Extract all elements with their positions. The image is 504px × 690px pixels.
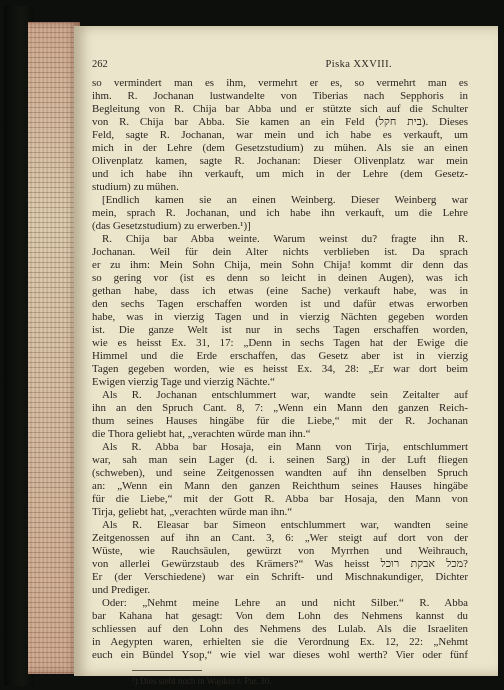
text-line: Wüste, wie Rauchsäulen, gewürzt von Myrrhen und Weihrauch, (92, 545, 468, 557)
text-line: von R. Chija bar Abba. Sie kamen an ein Feld (בית חקל). Dieses (92, 116, 468, 128)
text-line: wie es heisst Ex. 31, 17: „Denn in sechs Tagen hat der Ewige die (92, 337, 468, 349)
text-line: von allerlei Gewürzstaub des Krämers?“ Was heisst מכל אבקת רוכל? (92, 558, 468, 570)
text-line: ihm. R. Jochanan lustwandelte von Tiberias nach Sepphoris in (92, 90, 468, 102)
text-line: euch ein Bündel Ysop,“ wie viel war dieses wohl werth? Vier oder fünf (92, 649, 468, 661)
section-title: Piska XXVIII. (325, 59, 392, 70)
page-text (92, 58, 468, 688)
text-line: mich in der Lehre (dem Gesetzstudium) zu mühen. Als sie an einen (92, 142, 468, 154)
text-line: Himmel und die Erde erschaffen, das Gesetz aber ist in vierzig (92, 350, 468, 362)
text-line: so gering vor (ist es denn so leicht in deinen Augen), was ich (92, 272, 468, 284)
text-line: den sechs Tagen erschaffen worden ist und dafür etwas erworben (92, 298, 468, 310)
text-line: die Thora geliebt hat, „verachten würde man ihn.“ (92, 428, 311, 440)
text-line: habe, was in vierzig Tagen und in vierzig Nächten gegeben worden (92, 311, 468, 323)
text-line: Tirja, geliebt hat, „verachten würde man ihn.“ (92, 506, 293, 518)
text-line: gethan habe, dass ich etwas (eine Sache) verkauft habe, was in (92, 285, 468, 297)
text-line: Er (der Verschiedene) war ein Schrift- und Mischnakundiger, Dichter (92, 571, 468, 583)
text-line: und ich habe ihn verkauft, um mich in der Lehre (dem Gesetz- (92, 168, 468, 180)
text-line: Oder: „Nehmt meine Lehre an und nicht Silber.“ R. Abba (102, 597, 468, 609)
footnote: ¹) Dies steht noch in Wajikra r. Par. 30. (132, 676, 272, 686)
text-line: er zu ihm: Mein Sohn Chija, mein Sohn Chija! kommt dir denn das (92, 259, 468, 271)
text-line: Jochanan. Weil für dein Alter nichts verblieben ist. Da sprach (92, 246, 468, 258)
text-line: Als R. Jochanan entschlummert war, wandte sein Zeitalter auf (102, 389, 468, 401)
page-edges (28, 22, 80, 674)
text-line: (das Gesetzstudium) zu erwerben.¹)] (92, 220, 251, 232)
text-line: und Prediger. (92, 584, 151, 596)
text-line: Feld, sagte R. Jochanan, war mein und ich habe es verkauft, um (92, 129, 468, 141)
text-line: Tagen gegeben worden, wie es heisst Ex. 34, 28: „Er war dort beim (92, 363, 468, 375)
running-header (92, 58, 392, 71)
text-line: thum seines Hauses hingäbe für die Liebe,“ mit der R. Jochanan (92, 415, 468, 427)
text-line: bar Kahana hat gesagt: Von dem Lohn des Nehmens kannst du (92, 610, 468, 622)
text-line: Olivenplatz kamen, sagte R. Jochanan: Dieser Olivenplatz war mein (92, 155, 468, 167)
text-line: mein, sprach R. Jochanan, und ich habe ihn verkauft, um die Lehre (92, 207, 468, 219)
text-line: [Endlich kamen sie an einen Weinberg. Dieser Weinberg war (102, 194, 468, 206)
text-line: ist. Die ganze Welt ist nur in sechs Tagen erschaffen worden, (92, 324, 468, 336)
text-line: Ewigen vierzig Tage und vierzig Nächte.“ (92, 376, 275, 388)
text-line: schliessen auf den Lohn des Nehmens des Lulab. Als die Israeliten (92, 623, 468, 635)
text-line: Als R. Abba bar Hosaja, ein Mann von Tirja, entschlummert (102, 441, 468, 453)
text-line: für die Liebe,“ mit der Gott R. Abba bar Hosaja, den Mann von (92, 493, 468, 505)
page-number: 262 (92, 59, 108, 70)
text-line: Zeitgenossen auf ihn an Cant. 3, 6: „Wer steigt auf dort von der (92, 532, 468, 544)
body-text (92, 77, 468, 662)
text-line: ihn an den Spruch Cant. 8, 7: „Wenn ein Mann den ganzen Reich- (92, 402, 468, 414)
text-line: Begleitung von R. Chija bar Abba und er stützte sich auf die Schulter (92, 103, 468, 115)
text-line: war, sah man sein Lager (d. i. seinen Sarg) in der Luft fliegen (92, 454, 468, 466)
text-line: R. Chija bar Abba weinte. Warum weinst du? fragte ihn R. (102, 233, 468, 245)
footnote-divider (132, 670, 202, 671)
text-line: (schweben), und seine Zeitgenossen wandten auf ihn denselben Spruch (92, 467, 468, 479)
text-line: an: „Wenn ein Mann den ganzen Reichthum seines Hauses hingäbe (92, 480, 468, 492)
text-line: so vermindert man es ihm, vermehrt er es, so vermehrt man es (92, 77, 468, 89)
text-line: Als R. Eleasar bar Simeon entschlummert war, wandten seine (102, 519, 468, 531)
text-line: in Aegypten waren, erhielten sie die Verordnung Ex. 12, 22: „Nehmt (92, 636, 468, 648)
text-line: studium) zu mühen. (92, 181, 179, 193)
